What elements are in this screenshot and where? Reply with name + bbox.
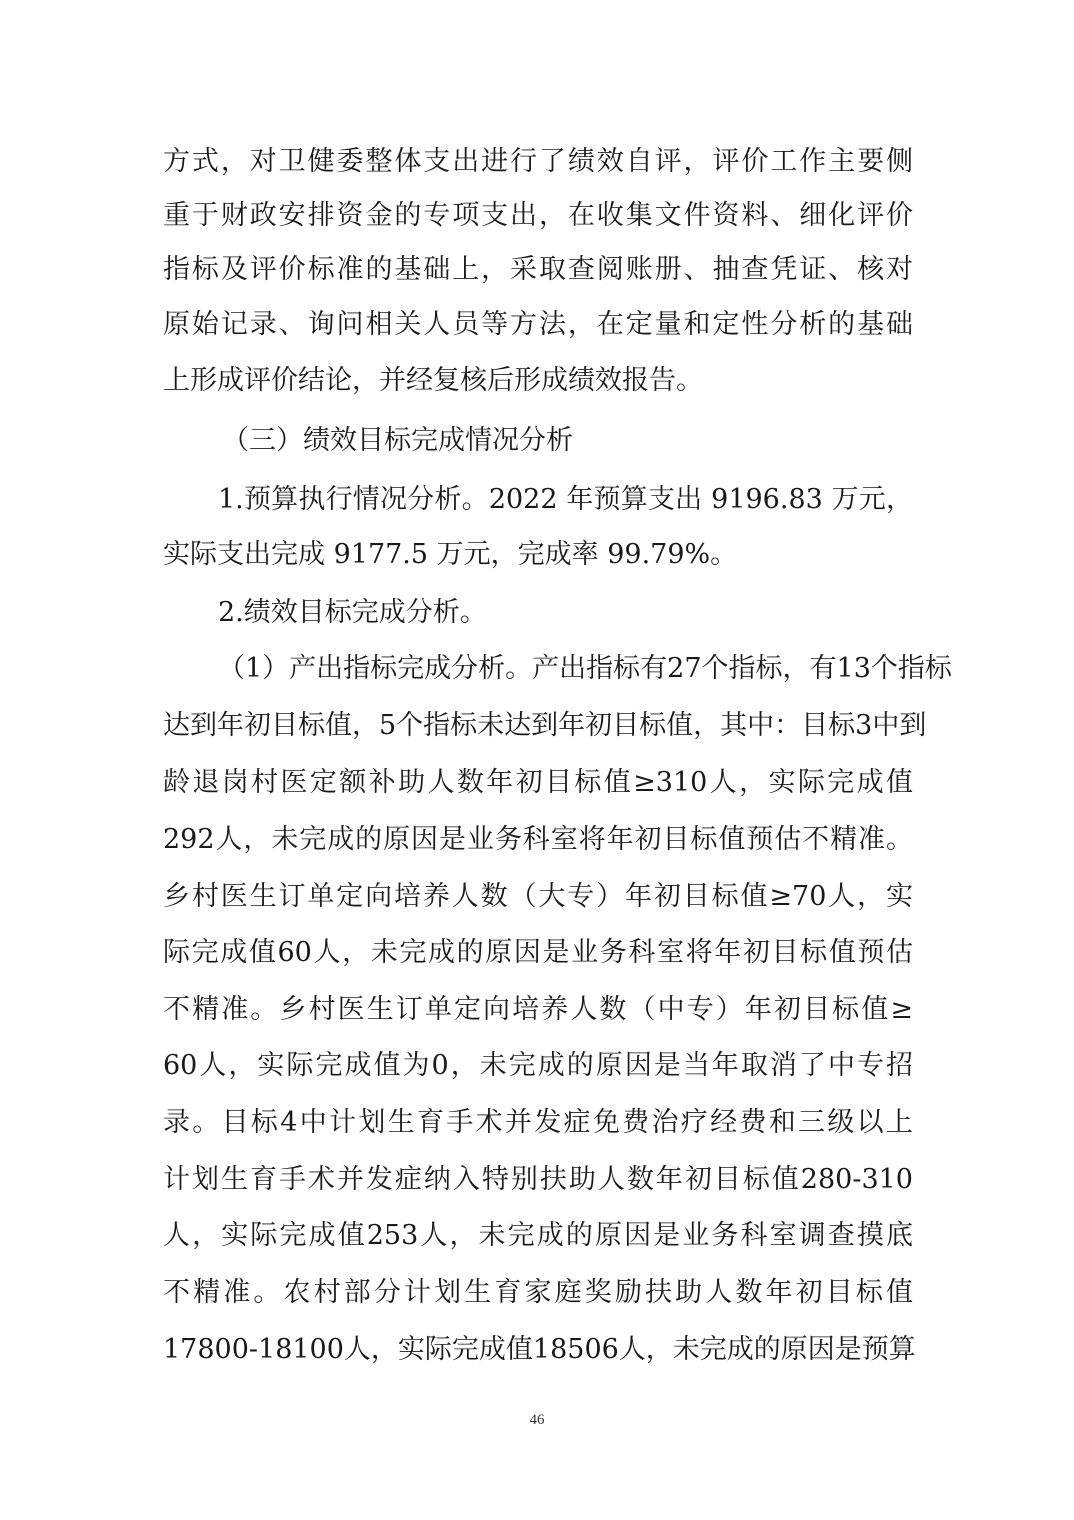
body-text-line: 1.预算执行情况分析。2022 年预算支出 9196.83 万元，: [218, 484, 913, 515]
body-text-line: 计划生育手术并发症纳入特别扶助人数年初目标值280-310: [163, 1164, 913, 1195]
subsection-title: 2.绩效目标完成分析。: [218, 597, 487, 628]
body-text-line: 不精准。农村部分计划生育家庭奖励扶助人数年初目标值: [163, 1277, 913, 1308]
body-text-line: 实际支出完成 9177.5 万元，完成率 99.79%。: [163, 539, 738, 570]
body-text-line: 17800-18100人，实际完成值18506人，未完成的原因是预算: [163, 1334, 916, 1365]
body-text-line: 指标及评价标准的基础上，采取查阅账册、抽查凭证、核对: [163, 254, 913, 285]
body-text-line: 不精准。乡村医生订单定向培养人数（中专）年初目标值≥: [163, 994, 913, 1025]
body-text-line: 际完成值60人，未完成的原因是业务科室将年初目标值预估: [163, 937, 913, 968]
body-text-line: 方式，对卫健委整体支出进行了绩效自评，评价工作主要侧: [163, 146, 913, 177]
body-text-line: 60人，实际完成值为0，未完成的原因是当年取消了中专招: [163, 1050, 913, 1081]
body-text-line: 录。目标4中计划生育手术并发症免费治疗经费和三级以上: [163, 1107, 913, 1138]
body-text-line: 乡村医生订单定向培养人数（大专）年初目标值≥70人，实: [163, 881, 913, 912]
page-number: 46: [529, 1412, 545, 1428]
section-heading: （三）绩效目标完成情况分析: [222, 425, 573, 456]
body-text-line: 上形成评价结论，并经复核后形成绩效报告。: [163, 365, 703, 396]
body-text-line: 达到年初目标值，5个指标未达到年初目标值，其中：目标3中到: [163, 710, 927, 741]
body-text-line: 重于财政安排资金的专项支出，在收集文件资料、细化评价: [163, 200, 913, 231]
body-text-line: 原始记录、询问相关人员等方法，在定量和定性分析的基础: [163, 309, 913, 340]
body-text-line: （1）产出指标完成分析。产出指标有27个指标，有13个指标: [218, 653, 952, 684]
body-text-line: 292人，未完成的原因是业务科室将年初目标值预估不精准。: [163, 824, 913, 855]
body-text-line: 人，实际完成值253人，未完成的原因是业务科室调查摸底: [163, 1220, 913, 1251]
body-text-line: 龄退岗村医定额补助人数年初目标值≥310人，实际完成值: [163, 767, 913, 798]
